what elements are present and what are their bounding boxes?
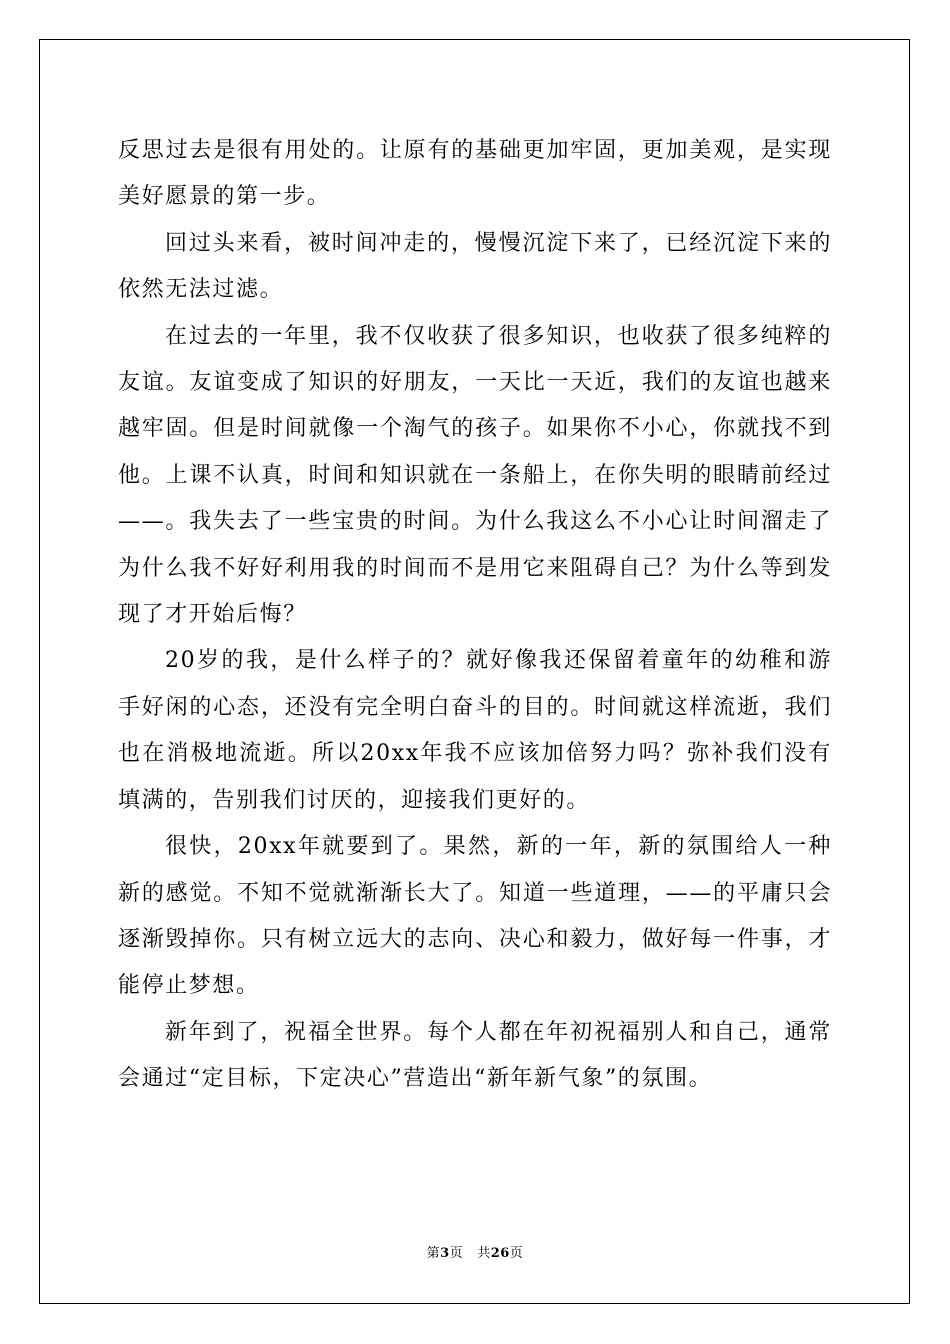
page-footer — [0, 1245, 950, 1263]
total-label-prefix: 共 — [477, 1246, 491, 1261]
document-body — [118, 128, 832, 1103]
paragraph-6: 新年到了，祝福全世界。每个人都在年初祝福别人和自己，通常会通过“定目标，下定决心”营造出“新年新气象”的氛围。 — [118, 1019, 832, 1092]
page-label-prefix: 第 — [426, 1246, 441, 1261]
paragraph-4: 20岁的我，是什么样子的？就好像我还保留着童年的幼稚和游手好闲的心态，还没有完全明白奋斗的目的。时间就这样流逝，我们也在消极地流逝。所以20xx年我不应该加倍努力吗？弥补我们没有填满的，告别我们讨厌的，迎接我们更好的。 — [118, 648, 832, 813]
page-label-suffix: 页 — [449, 1246, 464, 1261]
paragraph-2: 回过头来看，被时间冲走的，慢慢沉淀下来了，已经沉淀下来的依然无法过滤。 — [118, 230, 832, 303]
total-label-suffix: 页 — [509, 1246, 524, 1261]
paragraph-1: 反思过去是很有用处的。让原有的基础更加牢固，更加美观，是实现美好愿景的第一步。 — [118, 138, 832, 210]
paragraph-5: 很快，20xx年就要到了。果然，新的一年，新的氛围给人一种新的感觉。不知不觉就渐渐长大了。知道一些道理，——的平庸只会逐渐毁掉你。只有树立远大的志向、决心和毅力，做好每一件事，才能停止梦想。 — [118, 834, 832, 999]
paragraph-3: 在过去的一年里，我不仅收获了很多知识，也收获了很多纯粹的友谊。友谊变成了知识的好朋友，一天比一天近，我们的友谊也越来越牢固。但是时间就像一个淘气的孩子。如果你不小心，你就找不到他。上课不认真，时间和知识就在一条船上，在你失明的眼睛前经过——。我失去了一些宝贵的时间。为什么我这么不小心让时间溜走了为什么我不好好利用我的时间而不是用它来阻碍自己？为什么等到发现了才开始后悔？ — [118, 323, 832, 628]
total-pages: 26 — [490, 1246, 510, 1261]
page-number: 3 — [440, 1246, 450, 1261]
